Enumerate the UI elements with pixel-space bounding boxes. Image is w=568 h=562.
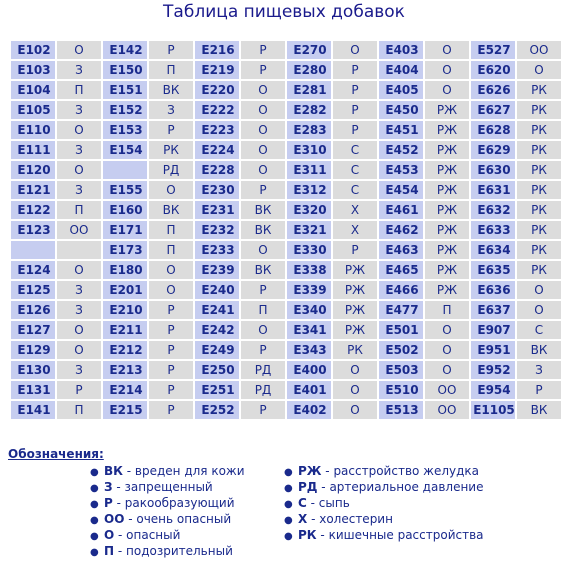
additive-code-cell: E400 — [287, 361, 331, 379]
table-row — [11, 201, 561, 219]
additive-class-cell: З — [57, 181, 101, 199]
additive-class-cell: П — [425, 301, 469, 319]
legend-abbr: З — [104, 480, 113, 494]
additive-code-cell: E510 — [379, 381, 423, 399]
additive-code-cell: E239 — [195, 261, 239, 279]
additive-code-cell: E250 — [195, 361, 239, 379]
additive-code-cell: E216 — [195, 41, 239, 59]
additive-code-cell: E102 — [11, 41, 55, 59]
additive-code-cell: E233 — [195, 241, 239, 259]
table-row — [11, 281, 561, 299]
additive-code-cell: E462 — [379, 221, 423, 239]
additive-code-cell: E501 — [379, 321, 423, 339]
additive-class-cell: С — [333, 141, 377, 159]
page-title: Таблица пищевых добавок — [163, 2, 405, 22]
legend-text: - холестерин — [307, 512, 393, 526]
additive-code-cell: E465 — [379, 261, 423, 279]
table-row — [11, 61, 561, 79]
additive-code-cell: E1105 — [471, 401, 515, 419]
legend-item — [90, 480, 245, 496]
additive-class-cell: О — [57, 341, 101, 359]
additives-table — [9, 39, 563, 421]
legend-abbr: П — [104, 544, 115, 558]
bullet-icon: ● — [284, 483, 293, 494]
additive-code-cell: E224 — [195, 141, 239, 159]
additive-class-cell: Р — [241, 281, 285, 299]
additive-code-cell: E629 — [471, 141, 515, 159]
additive-class-cell: О — [241, 321, 285, 339]
table-row — [11, 181, 561, 199]
additive-code-cell: E270 — [287, 41, 331, 59]
additive-code-cell: E951 — [471, 341, 515, 359]
additive-class-cell: З — [57, 61, 101, 79]
table-row — [11, 41, 561, 59]
table-body — [11, 41, 561, 419]
additive-class-cell: О — [57, 321, 101, 339]
additive-code-cell: E341 — [287, 321, 331, 339]
additive-code-cell: E131 — [11, 381, 55, 399]
additive-code-cell: E129 — [11, 341, 55, 359]
bullet-icon: ● — [90, 467, 99, 478]
additive-class-cell: ВК — [241, 261, 285, 279]
additive-class-cell: О — [241, 81, 285, 99]
bullet-icon: ● — [90, 531, 99, 542]
additive-code-cell: E123 — [11, 221, 55, 239]
additive-class-cell: П — [57, 81, 101, 99]
additive-class-cell: О — [57, 161, 101, 179]
additive-code-cell: E219 — [195, 61, 239, 79]
additive-code-cell: E231 — [195, 201, 239, 219]
additive-class-cell: Р — [241, 61, 285, 79]
additive-class-cell: З — [57, 361, 101, 379]
additive-class-cell: О — [57, 121, 101, 139]
additive-class-cell: О — [425, 341, 469, 359]
additive-class-cell: РК — [517, 161, 561, 179]
legend-abbr: О — [104, 528, 115, 542]
additive-code-cell: E401 — [287, 381, 331, 399]
additive-class-cell — [57, 241, 101, 259]
legend-item — [284, 528, 484, 544]
additive-code-cell — [11, 241, 55, 259]
additive-class-cell: О — [149, 181, 193, 199]
additive-class-cell: З — [57, 141, 101, 159]
legend-text: - кишечные расстройства — [316, 528, 484, 542]
additive-class-cell: О — [149, 281, 193, 299]
additive-class-cell: ВК — [517, 401, 561, 419]
additive-code-cell: E527 — [471, 41, 515, 59]
additive-class-cell: Х — [333, 221, 377, 239]
additive-code-cell: E281 — [287, 81, 331, 99]
additive-class-cell: РЖ — [425, 241, 469, 259]
additive-code-cell: E120 — [11, 161, 55, 179]
additive-code-cell: E104 — [11, 81, 55, 99]
additive-class-cell: П — [57, 401, 101, 419]
additive-code-cell: E466 — [379, 281, 423, 299]
additive-code-cell: E280 — [287, 61, 331, 79]
additive-code-cell: E635 — [471, 261, 515, 279]
additive-code-cell: E282 — [287, 101, 331, 119]
legend-text: - расстройство желудка — [321, 464, 480, 478]
additive-code-cell: E620 — [471, 61, 515, 79]
additive-code-cell: E404 — [379, 61, 423, 79]
additive-code-cell: E111 — [11, 141, 55, 159]
additive-code-cell: E122 — [11, 201, 55, 219]
additive-code-cell: E160 — [103, 201, 147, 219]
legend-item — [90, 464, 245, 480]
additive-class-cell: ОО — [425, 381, 469, 399]
legend-abbr: Р — [104, 496, 113, 510]
additive-code-cell: E450 — [379, 101, 423, 119]
legend-text: - сыпь — [306, 496, 350, 510]
additive-code-cell: E627 — [471, 101, 515, 119]
legend-item — [284, 496, 484, 512]
additive-class-cell: РЖ — [425, 141, 469, 159]
additive-class-cell: РЖ — [425, 101, 469, 119]
additive-class-cell: П — [149, 241, 193, 259]
additive-class-cell: Р — [149, 401, 193, 419]
legend-text: - ракообразующий — [112, 496, 235, 510]
table-row — [11, 241, 561, 259]
additive-class-cell: Р — [241, 181, 285, 199]
additive-class-cell: РК — [517, 141, 561, 159]
additive-code-cell: E214 — [103, 381, 147, 399]
additive-class-cell: О — [241, 101, 285, 119]
table-row — [11, 321, 561, 339]
legend-text: - подозрительный — [114, 544, 233, 558]
legend-left-column — [90, 464, 245, 560]
additive-code-cell: E241 — [195, 301, 239, 319]
additive-class-cell: О — [517, 301, 561, 319]
additive-class-cell: О — [517, 61, 561, 79]
additive-class-cell: Р — [333, 101, 377, 119]
legend-abbr: Х — [298, 512, 308, 526]
additive-class-cell: ОО — [57, 221, 101, 239]
additive-class-cell: Х — [333, 201, 377, 219]
additive-code-cell: E180 — [103, 261, 147, 279]
additive-class-cell: О — [425, 321, 469, 339]
additive-code-cell: E232 — [195, 221, 239, 239]
legend-text: - опасный — [114, 528, 181, 542]
legend-abbr: РЖ — [298, 464, 322, 478]
additive-class-cell: Р — [149, 381, 193, 399]
additive-class-cell: Р — [517, 381, 561, 399]
additive-code-cell: E252 — [195, 401, 239, 419]
additive-class-cell: РК — [517, 221, 561, 239]
additive-class-cell: ВК — [241, 221, 285, 239]
additive-class-cell: О — [333, 41, 377, 59]
additive-code-cell: E312 — [287, 181, 331, 199]
additive-code-cell: E461 — [379, 201, 423, 219]
additive-class-cell: О — [425, 41, 469, 59]
additive-class-cell: О — [149, 261, 193, 279]
additive-class-cell: О — [333, 381, 377, 399]
additive-code-cell: E403 — [379, 41, 423, 59]
additive-code-cell: E150 — [103, 61, 147, 79]
additive-code-cell: E954 — [471, 381, 515, 399]
additive-class-cell: РЖ — [425, 161, 469, 179]
additive-class-cell: ВК — [149, 81, 193, 99]
additive-code-cell: E310 — [287, 141, 331, 159]
additive-code-cell: E632 — [471, 201, 515, 219]
additive-class-cell: ВК — [149, 201, 193, 219]
additive-code-cell: E121 — [11, 181, 55, 199]
additive-class-cell: Р — [57, 381, 101, 399]
legend-abbr: ОО — [104, 512, 125, 526]
additive-class-cell: РЖ — [425, 201, 469, 219]
additive-class-cell: РК — [517, 201, 561, 219]
table-row — [11, 161, 561, 179]
table-row — [11, 121, 561, 139]
additive-code-cell: E222 — [195, 101, 239, 119]
additive-code-cell: E103 — [11, 61, 55, 79]
legend-abbr: С — [298, 496, 307, 510]
additive-class-cell: Р — [241, 341, 285, 359]
additive-code-cell: E141 — [11, 401, 55, 419]
additive-class-cell: Р — [333, 241, 377, 259]
additive-code-cell: E630 — [471, 161, 515, 179]
additive-class-cell: О — [425, 361, 469, 379]
legend-text: - запрещенный — [112, 480, 213, 494]
additive-code-cell: E453 — [379, 161, 423, 179]
table-row — [11, 361, 561, 379]
additive-code-cell: E210 — [103, 301, 147, 319]
additive-code-cell: E636 — [471, 281, 515, 299]
additive-class-cell: РК — [333, 341, 377, 359]
additive-class-cell: РЖ — [425, 261, 469, 279]
additive-code-cell: E130 — [11, 361, 55, 379]
bullet-icon: ● — [284, 499, 293, 510]
table-row — [11, 221, 561, 239]
additive-class-cell: РЖ — [425, 281, 469, 299]
additive-code-cell: E452 — [379, 141, 423, 159]
additive-class-cell: Р — [149, 321, 193, 339]
additive-class-cell: О — [241, 141, 285, 159]
additive-code-cell: E151 — [103, 81, 147, 99]
additive-class-cell: РК — [517, 121, 561, 139]
additive-code-cell: E340 — [287, 301, 331, 319]
additive-class-cell: Р — [149, 341, 193, 359]
additive-code-cell: E283 — [287, 121, 331, 139]
additive-code-cell: E952 — [471, 361, 515, 379]
bullet-icon: ● — [90, 515, 99, 526]
additive-class-cell: С — [333, 181, 377, 199]
additive-code-cell: E634 — [471, 241, 515, 259]
table-row — [11, 81, 561, 99]
additive-code-cell: E513 — [379, 401, 423, 419]
additive-class-cell: О — [57, 261, 101, 279]
additive-code-cell: E907 — [471, 321, 515, 339]
additive-code-cell: E402 — [287, 401, 331, 419]
additive-code-cell: E171 — [103, 221, 147, 239]
additive-class-cell: Р — [241, 41, 285, 59]
legend-item — [284, 480, 484, 496]
legend-item — [90, 496, 245, 512]
bullet-icon: ● — [90, 547, 99, 558]
additive-code-cell: E633 — [471, 221, 515, 239]
additive-code-cell: E405 — [379, 81, 423, 99]
legend-item — [90, 528, 245, 544]
additive-code-cell: E339 — [287, 281, 331, 299]
additive-code-cell: E251 — [195, 381, 239, 399]
additive-code-cell: E213 — [103, 361, 147, 379]
legend-abbr: РК — [298, 528, 317, 542]
additive-class-cell: Р — [333, 61, 377, 79]
table-row — [11, 101, 561, 119]
additive-class-cell: Р — [333, 81, 377, 99]
additive-code-cell: E311 — [287, 161, 331, 179]
additive-code-cell: E201 — [103, 281, 147, 299]
legend-text: - артериальное давление — [317, 480, 484, 494]
additive-class-cell: РЖ — [333, 321, 377, 339]
additive-code-cell: E124 — [11, 261, 55, 279]
additive-code-cell: E142 — [103, 41, 147, 59]
legend-abbr: РД — [298, 480, 318, 494]
additive-code-cell: E451 — [379, 121, 423, 139]
additive-class-cell: РК — [149, 141, 193, 159]
additive-class-cell: Р — [149, 301, 193, 319]
additive-code-cell: E242 — [195, 321, 239, 339]
additive-class-cell: З — [57, 301, 101, 319]
additive-code-cell: E463 — [379, 241, 423, 259]
additive-code-cell: E343 — [287, 341, 331, 359]
bullet-icon: ● — [284, 531, 293, 542]
legend-text: - очень опасный — [124, 512, 232, 526]
bullet-icon: ● — [284, 515, 293, 526]
additive-code-cell: E631 — [471, 181, 515, 199]
table-row — [11, 261, 561, 279]
table-row — [11, 141, 561, 159]
additive-class-cell: С — [517, 321, 561, 339]
additive-class-cell: ОО — [425, 401, 469, 419]
additive-class-cell: РЖ — [333, 261, 377, 279]
additive-class-cell: РК — [517, 241, 561, 259]
additive-code-cell: E125 — [11, 281, 55, 299]
additive-class-cell: ОО — [517, 41, 561, 59]
bullet-icon: ● — [284, 467, 293, 478]
additive-class-cell: П — [149, 61, 193, 79]
additive-code-cell: E155 — [103, 181, 147, 199]
additive-code-cell: E503 — [379, 361, 423, 379]
table-row — [11, 401, 561, 419]
additive-class-cell: РК — [517, 181, 561, 199]
additive-class-cell: О — [241, 241, 285, 259]
additive-code-cell: E228 — [195, 161, 239, 179]
additive-class-cell: П — [57, 201, 101, 219]
bullet-icon: ● — [90, 499, 99, 510]
legend-item — [284, 512, 484, 528]
additive-class-cell: О — [241, 121, 285, 139]
additive-code-cell: E105 — [11, 101, 55, 119]
additive-class-cell: Р — [149, 121, 193, 139]
additive-class-cell: О — [425, 81, 469, 99]
bullet-icon: ● — [90, 483, 99, 494]
additive-class-cell: З — [57, 101, 101, 119]
additive-class-cell: ВК — [517, 341, 561, 359]
additive-class-cell: РД — [241, 381, 285, 399]
additive-class-cell: С — [333, 161, 377, 179]
additive-code-cell: E628 — [471, 121, 515, 139]
legend-right-column — [284, 464, 484, 544]
additive-class-cell: З — [57, 281, 101, 299]
additive-code-cell: E330 — [287, 241, 331, 259]
additive-code-cell: E154 — [103, 141, 147, 159]
additive-code-cell: E110 — [11, 121, 55, 139]
additive-class-cell: РК — [517, 101, 561, 119]
additive-class-cell: О — [425, 61, 469, 79]
additive-code-cell: E220 — [195, 81, 239, 99]
additive-code-cell: E127 — [11, 321, 55, 339]
additive-code-cell: E338 — [287, 261, 331, 279]
additive-class-cell: РЖ — [425, 121, 469, 139]
additive-class-cell: ВК — [241, 201, 285, 219]
additive-class-cell: О — [517, 281, 561, 299]
table-row — [11, 341, 561, 359]
additive-class-cell: П — [241, 301, 285, 319]
additive-class-cell: РЖ — [333, 281, 377, 299]
additive-code-cell: E321 — [287, 221, 331, 239]
additive-class-cell: РД — [241, 361, 285, 379]
additive-class-cell: З — [149, 101, 193, 119]
additive-code-cell: E502 — [379, 341, 423, 359]
additive-class-cell: РЖ — [425, 181, 469, 199]
additive-class-cell: П — [149, 221, 193, 239]
additive-class-cell: О — [333, 361, 377, 379]
legend-item — [90, 544, 245, 560]
additive-code-cell — [103, 161, 147, 179]
additive-class-cell: РЖ — [425, 221, 469, 239]
additive-code-cell: E626 — [471, 81, 515, 99]
additive-class-cell: РЖ — [333, 301, 377, 319]
additive-code-cell: E230 — [195, 181, 239, 199]
additive-code-cell: E211 — [103, 321, 147, 339]
additive-class-cell: Р — [149, 41, 193, 59]
additive-class-cell: О — [241, 161, 285, 179]
additive-class-cell: Р — [241, 401, 285, 419]
additive-class-cell: О — [57, 41, 101, 59]
additive-code-cell: E152 — [103, 101, 147, 119]
table-row — [11, 301, 561, 319]
additive-class-cell: Р — [333, 121, 377, 139]
additive-class-cell: РК — [517, 81, 561, 99]
additive-code-cell: E320 — [287, 201, 331, 219]
legend-item — [90, 512, 245, 528]
additive-code-cell: E173 — [103, 241, 147, 259]
table-row — [11, 381, 561, 399]
additive-code-cell: E249 — [195, 341, 239, 359]
legend-heading: Обозначения: — [8, 447, 104, 461]
additive-class-cell: РД — [149, 161, 193, 179]
additive-code-cell: E153 — [103, 121, 147, 139]
additive-class-cell: Р — [149, 361, 193, 379]
additive-class-cell: О — [333, 401, 377, 419]
additive-code-cell: E454 — [379, 181, 423, 199]
legend-item — [284, 464, 484, 480]
additive-code-cell: E126 — [11, 301, 55, 319]
additive-code-cell: E637 — [471, 301, 515, 319]
additive-code-cell: E477 — [379, 301, 423, 319]
additive-class-cell: РК — [517, 261, 561, 279]
legend-abbr: ВК — [104, 464, 123, 478]
additive-class-cell: З — [517, 361, 561, 379]
additive-code-cell: E223 — [195, 121, 239, 139]
legend-text: - вреден для кожи — [122, 464, 245, 478]
additive-code-cell: E212 — [103, 341, 147, 359]
additive-code-cell: E215 — [103, 401, 147, 419]
additive-code-cell: E240 — [195, 281, 239, 299]
